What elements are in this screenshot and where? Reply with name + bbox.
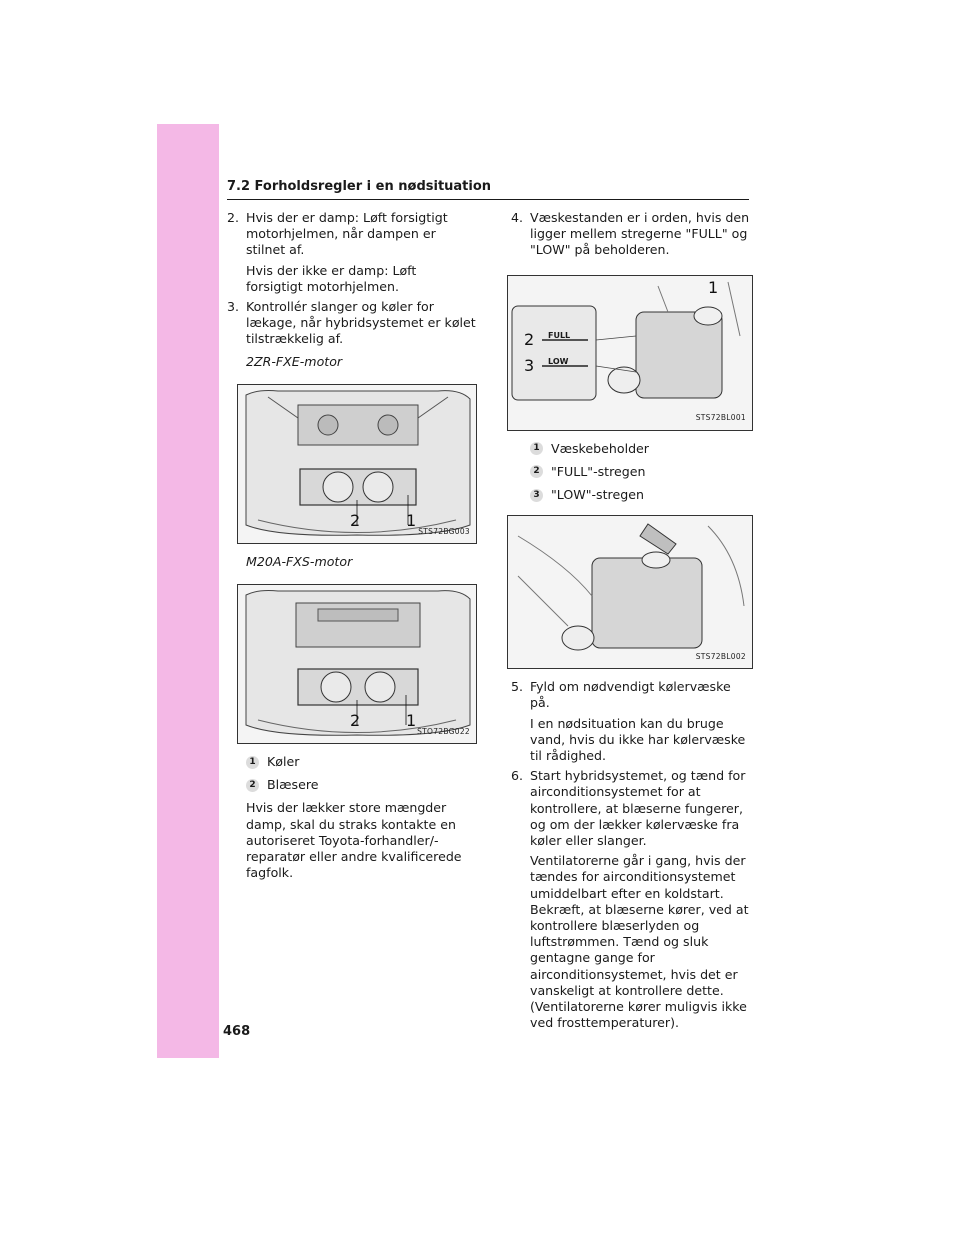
number-badge: 3 xyxy=(530,489,543,502)
callout-radiator: 1 xyxy=(406,711,417,731)
figure-engine-m20a xyxy=(237,584,477,744)
number-badge: 1 xyxy=(530,442,543,455)
callout-full-line: 2 xyxy=(524,329,535,349)
callout-low-line: 3 xyxy=(524,355,535,375)
legend-label: Køler xyxy=(267,754,300,770)
filling-illustration xyxy=(508,516,752,668)
step-number: 2. xyxy=(227,210,240,225)
step-number: 5. xyxy=(511,679,524,695)
legend-item-blowers xyxy=(227,777,477,793)
figure-code: STS72BL002 xyxy=(695,652,746,662)
step-4 xyxy=(511,210,751,259)
section-title: 7.2 Forholdsregler i en nødsituation xyxy=(227,179,492,194)
section-header xyxy=(227,181,749,200)
figure-code: STO72BG022 xyxy=(417,726,470,736)
leak-warning-text: Hvis der lækker store mængder damp, skal du straks kontakte en autoriseret Toyota-forhandler/-reparatør eller andre kvalificerede fagfolk. xyxy=(246,800,462,881)
callout-reservoir: 1 xyxy=(708,277,719,297)
legend-label: Blæsere xyxy=(267,777,319,793)
step-text: Fyld om nødvendigt kølervæske på. xyxy=(530,679,731,711)
figure-coolant-filling xyxy=(507,515,753,669)
step-6 xyxy=(511,768,751,849)
callout-blowers: 2 xyxy=(350,711,361,731)
number-badge: 2 xyxy=(530,465,543,478)
left-column xyxy=(227,210,477,887)
reservoir-illustration xyxy=(508,276,752,430)
low-mark-label: LOW xyxy=(548,356,569,366)
step-text: Hvis der er damp: Løft forsigtigt motorhjelmen, når dampen er stilnet af. xyxy=(246,210,448,258)
step-number: 6. xyxy=(511,768,524,784)
legend-label: "LOW"-stregen xyxy=(551,487,644,503)
side-tab-band xyxy=(157,124,219,1058)
callout-radiator: 1 xyxy=(406,510,417,530)
step-text: Kontrollér slanger og køler for lækage, når hybridsystemet er kølet tilstrækkelig af. xyxy=(246,299,476,347)
engine-caption-2zr: 2ZR-FXE-motor xyxy=(246,353,343,369)
legend-item-low-line xyxy=(511,487,751,503)
callout-blowers: 2 xyxy=(350,510,361,530)
right-column xyxy=(511,210,751,1035)
figure-code: STS72BG003 xyxy=(418,526,470,536)
step-text: Start hybridsystemet, og tænd for airconditionsystemet for at kontrollere, at blæserne fungerer, og om der lækker kølervæske fra køler eller slanger. xyxy=(530,768,746,849)
step-number: 4. xyxy=(511,210,524,225)
step-2-note: Hvis der ikke er damp: Løft forsigtigt motorhjelmen. xyxy=(246,262,417,294)
step-2 xyxy=(227,210,477,259)
page-number: 468 xyxy=(223,1024,251,1039)
legend-item-radiator xyxy=(227,754,477,770)
legend-item-full-line xyxy=(511,464,751,480)
figure-engine-2zr xyxy=(237,384,477,544)
step-5-note: I en nødsituation kan du bruge vand, hvis du ikke har kølervæske til rådighed. xyxy=(530,715,746,764)
number-badge: 1 xyxy=(246,756,259,769)
legend-label: Væskebeholder xyxy=(551,440,649,456)
step-5 xyxy=(511,679,751,711)
step-number: 3. xyxy=(227,299,240,315)
full-mark-label: FULL xyxy=(548,330,571,340)
engine-caption-m20a: M20A-FXS-motor xyxy=(246,553,353,569)
step-3 xyxy=(227,299,477,348)
legend-label: "FULL"-stregen xyxy=(551,463,646,479)
legend-item-reservoir xyxy=(511,441,751,457)
figure-coolant-reservoir xyxy=(507,275,753,431)
figure-code: STS72BL001 xyxy=(695,413,746,423)
number-badge: 2 xyxy=(246,779,259,792)
step-6-note: Ventilatorerne går i gang, hvis der tændes for airconditionsystemet umiddelbart efter en koldstart. Bekræft, at blæserne kører, ved at kontrollere blæserlyden og luftstrømmen. Tænd og sluk gentagne gange for airconditionsystemet, hvis det er vanskeligt at kontrollere dette. (Ventilatorerne kører muligvis ikke ved frosttemperaturer). xyxy=(530,853,749,1031)
step-text: Væskestanden er i orden, hvis den ligger mellem stregerne "FULL" og "LOW" på beholderen. xyxy=(530,210,750,258)
